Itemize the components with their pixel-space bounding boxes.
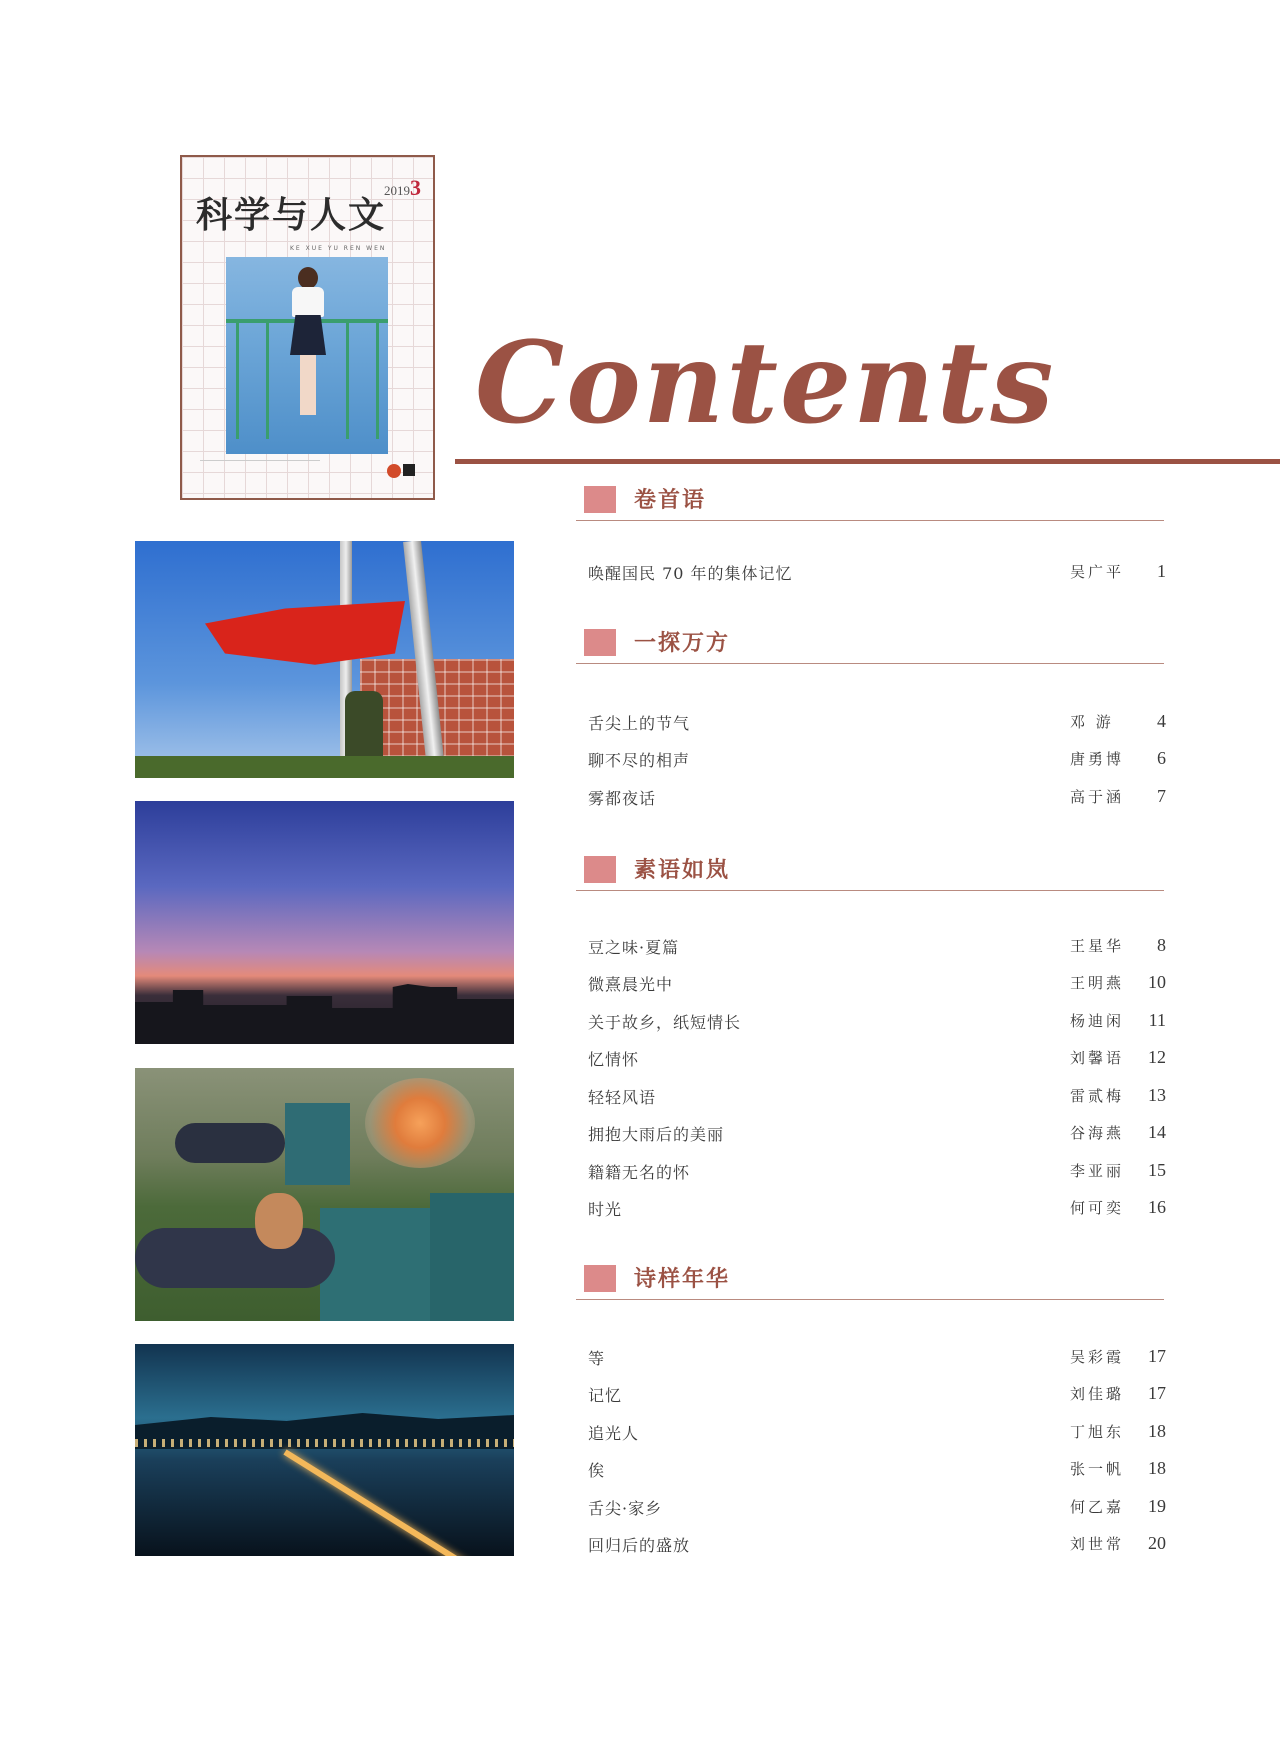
entry-title: 记忆 [588, 1386, 623, 1405]
flag-raising-photo [135, 541, 514, 778]
cover-year: 2019 [384, 183, 410, 198]
entry-author: 何可奕 [1070, 1199, 1125, 1217]
entry-author: 谷海燕 [1070, 1124, 1125, 1142]
toc-entry[interactable] [588, 935, 1166, 961]
entry-title: 微熹晨光中 [588, 975, 674, 994]
entry-title: 豆之味·夏篇 [588, 938, 680, 957]
entry-author: 刘佳璐 [1070, 1385, 1125, 1403]
entry-title: 追光人 [588, 1424, 640, 1443]
entry-title: 时光 [588, 1200, 623, 1219]
toc-entry[interactable] [588, 711, 1166, 737]
entry-author: 杨迪闲 [1070, 1012, 1125, 1030]
cover-photo [226, 257, 388, 454]
section-title: 一探万方 [634, 631, 731, 656]
entry-title: 轻轻风语 [588, 1088, 657, 1107]
entry-author: 高于涵 [1070, 788, 1125, 806]
entry-title: 回归后的盛放 [588, 1536, 691, 1555]
toc-entry[interactable] [588, 1421, 1166, 1447]
entry-page: 18 [1148, 1421, 1166, 1441]
entry-page: 6 [1157, 748, 1166, 768]
cover-pinyin: KE XUE YU REN WEN [290, 245, 387, 252]
entry-author: 吴广平 [1070, 563, 1125, 581]
toc-entry[interactable] [588, 1533, 1166, 1559]
toc-entry[interactable] [588, 1496, 1166, 1522]
entry-author: 唐勇博 [1070, 750, 1125, 768]
toc-entry[interactable] [588, 1160, 1166, 1186]
entry-page: 16 [1148, 1197, 1166, 1217]
toc-entry[interactable] [588, 1010, 1166, 1036]
entry-author: 张一帆 [1070, 1460, 1125, 1478]
entry-title: 忆情怀 [588, 1050, 640, 1069]
contents-heading: Contents [475, 318, 1056, 449]
entry-author: 吴彩霞 [1070, 1348, 1125, 1366]
entry-author: 王明燕 [1070, 974, 1125, 992]
entry-page: 19 [1148, 1496, 1166, 1516]
section-rule [576, 890, 1164, 891]
entry-page: 14 [1148, 1122, 1166, 1142]
section-marker [584, 486, 616, 513]
entry-author: 李亚丽 [1070, 1162, 1125, 1180]
entry-author: 雷贰梅 [1070, 1087, 1125, 1105]
section-rule [576, 520, 1164, 521]
entry-page: 10 [1148, 972, 1166, 992]
section-marker [584, 856, 616, 883]
entry-title: 关于故乡，纸短情长 [588, 1013, 742, 1032]
entry-title: 雾都夜话 [588, 789, 657, 808]
entry-page: 15 [1148, 1160, 1166, 1180]
section-title: 诗样年华 [634, 1267, 731, 1292]
heading-rule [455, 459, 1280, 464]
section-rule [576, 1299, 1164, 1300]
entry-page: 13 [1148, 1085, 1166, 1105]
entry-title: 舌尖·家乡 [588, 1499, 663, 1518]
toc-entry[interactable] [588, 561, 1166, 587]
entry-title: 舌尖上的节气 [588, 714, 691, 733]
entry-title: 拥抱大雨后的美丽 [588, 1125, 725, 1144]
entry-page: 18 [1148, 1458, 1166, 1478]
toc-entry[interactable] [588, 1122, 1166, 1148]
toc-entry[interactable] [588, 1047, 1166, 1073]
entry-title: 唤醒国民 70 年的集体记忆 [588, 564, 793, 583]
toc-entry[interactable] [588, 1197, 1166, 1223]
section-marker [584, 1265, 616, 1292]
entry-page: 20 [1148, 1533, 1166, 1553]
toc-entry[interactable] [588, 1383, 1166, 1409]
entry-title: 籍籍无名的怀 [588, 1163, 691, 1182]
dusk-skyline-photo [135, 801, 514, 1044]
toc-entry[interactable] [588, 786, 1166, 812]
entry-author: 刘馨语 [1070, 1049, 1125, 1067]
entry-page: 1 [1157, 561, 1166, 581]
entry-page: 11 [1148, 1010, 1166, 1030]
section-marker [584, 629, 616, 656]
toc-entry[interactable] [588, 972, 1166, 998]
entry-page: 8 [1157, 935, 1166, 955]
entry-page: 12 [1148, 1047, 1166, 1067]
section-title: 卷首语 [634, 488, 707, 513]
toc-entry[interactable] [588, 1458, 1166, 1484]
cover-issue-number: 3 [410, 175, 421, 200]
entry-title: 俟 [588, 1461, 606, 1480]
entry-author: 丁旭东 [1070, 1423, 1125, 1441]
toc-entry[interactable] [588, 1085, 1166, 1111]
entry-page: 4 [1157, 711, 1166, 731]
cover-logo-icon [387, 464, 415, 482]
cover-title: 科学与人文 [196, 194, 387, 236]
section-title: 素语如岚 [634, 858, 731, 883]
toc-entry[interactable] [588, 748, 1166, 774]
entry-page: 17 [1148, 1346, 1166, 1366]
entry-author: 邓 游 [1070, 713, 1114, 731]
section-rule [576, 663, 1164, 664]
entry-title: 等 [588, 1349, 606, 1368]
cover-footer [200, 460, 320, 484]
entry-author: 何乙嘉 [1070, 1498, 1125, 1516]
magazine-cover [180, 155, 435, 500]
entry-title: 聊不尽的相声 [588, 751, 691, 770]
entry-author: 刘世常 [1070, 1535, 1125, 1553]
entry-author: 王星华 [1070, 937, 1125, 955]
entry-page: 7 [1157, 786, 1166, 806]
night-bridge-photo [135, 1344, 514, 1556]
toc-entry[interactable] [588, 1346, 1166, 1372]
military-drill-photo [135, 1068, 514, 1321]
entry-page: 17 [1148, 1383, 1166, 1403]
